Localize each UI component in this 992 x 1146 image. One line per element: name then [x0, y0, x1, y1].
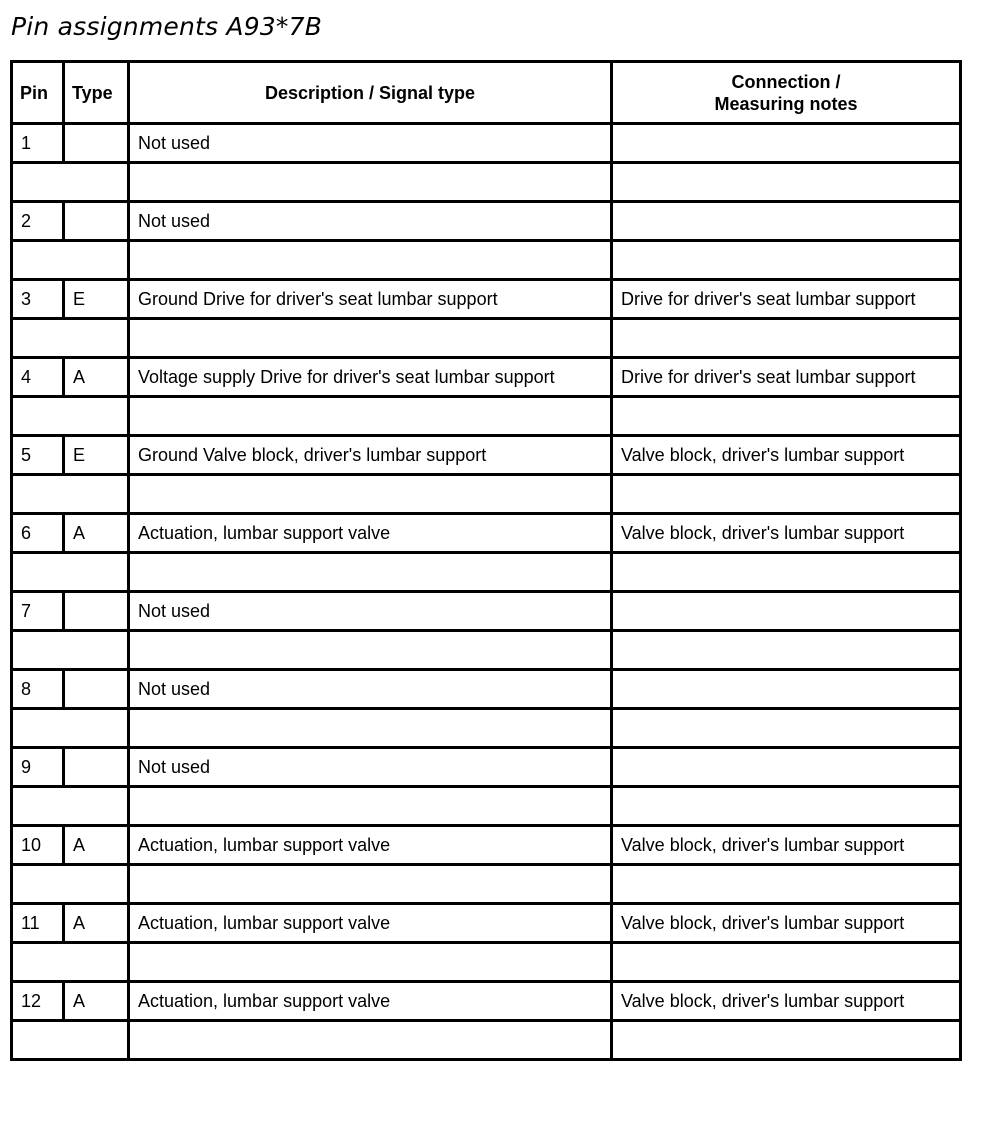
spacer-cell-pin-type	[12, 709, 129, 748]
cell-connection	[612, 748, 961, 787]
table-row	[12, 826, 961, 865]
spacer-cell-description	[129, 1021, 612, 1060]
spacer-cell-pin-type	[12, 241, 129, 280]
spacer-cell-pin-type	[12, 787, 129, 826]
cell-pin: 5	[12, 436, 64, 475]
cell-connection	[612, 202, 961, 241]
spacer-cell-connection	[612, 631, 961, 670]
cell-type	[64, 670, 129, 709]
spacer-cell-pin-type	[12, 553, 129, 592]
cell-pin: 6	[12, 514, 64, 553]
cell-type	[64, 202, 129, 241]
cell-description: Ground Valve block, driver's lumbar support	[129, 436, 612, 475]
spacer-cell-pin-type	[12, 163, 129, 202]
spacer-cell-pin-type	[12, 1021, 129, 1060]
cell-type	[64, 592, 129, 631]
cell-type	[64, 748, 129, 787]
cell-pin: 1	[12, 124, 64, 163]
cell-type: A	[64, 514, 129, 553]
cell-connection: Valve block, driver's lumbar support	[612, 982, 961, 1021]
spacer-cell-pin-type	[12, 943, 129, 982]
cell-description: Not used	[129, 124, 612, 163]
table-row	[12, 670, 961, 709]
spacer-cell-connection	[612, 553, 961, 592]
page-title: Pin assignments A93*7B	[11, 12, 323, 41]
header-pin: Pin	[12, 62, 64, 124]
spacer-row	[12, 475, 961, 514]
cell-type: A	[64, 826, 129, 865]
spacer-cell-connection	[612, 163, 961, 202]
spacer-row	[12, 865, 961, 904]
cell-pin: 3	[12, 280, 64, 319]
table-row	[12, 592, 961, 631]
spacer-cell-pin-type	[12, 319, 129, 358]
cell-type: A	[64, 358, 129, 397]
header-description: Description / Signal type	[129, 62, 612, 124]
cell-connection: Valve block, driver's lumbar support	[612, 514, 961, 553]
cell-type: A	[64, 982, 129, 1021]
table-row	[12, 982, 961, 1021]
spacer-cell-connection	[612, 709, 961, 748]
spacer-row	[12, 397, 961, 436]
spacer-row	[12, 319, 961, 358]
table-row	[12, 202, 961, 241]
cell-type: E	[64, 436, 129, 475]
table-header-row	[12, 62, 961, 124]
cell-pin: 12	[12, 982, 64, 1021]
spacer-cell-pin-type	[12, 865, 129, 904]
spacer-cell-connection	[612, 943, 961, 982]
spacer-cell-description	[129, 865, 612, 904]
cell-pin: 7	[12, 592, 64, 631]
spacer-cell-pin-type	[12, 397, 129, 436]
spacer-cell-pin-type	[12, 631, 129, 670]
spacer-row	[12, 163, 961, 202]
cell-pin: 11	[12, 904, 64, 943]
cell-pin: 4	[12, 358, 64, 397]
cell-connection: Drive for driver's seat lumbar support	[612, 280, 961, 319]
cell-connection	[612, 670, 961, 709]
spacer-cell-description	[129, 943, 612, 982]
table-row	[12, 280, 961, 319]
cell-type	[64, 124, 129, 163]
header-connection-line1: Connection /	[731, 71, 841, 92]
spacer-cell-pin-type	[12, 475, 129, 514]
spacer-cell-connection	[612, 397, 961, 436]
table-row	[12, 514, 961, 553]
cell-description: Actuation, lumbar support valve	[129, 904, 612, 943]
spacer-cell-connection	[612, 787, 961, 826]
cell-pin: 10	[12, 826, 64, 865]
cell-pin: 2	[12, 202, 64, 241]
spacer-row	[12, 241, 961, 280]
cell-type: E	[64, 280, 129, 319]
cell-connection: Valve block, driver's lumbar support	[612, 904, 961, 943]
table-body	[12, 62, 961, 1060]
cell-description: Actuation, lumbar support valve	[129, 514, 612, 553]
cell-description: Not used	[129, 202, 612, 241]
table-row	[12, 436, 961, 475]
pin-assignment-table	[10, 60, 962, 1061]
spacer-cell-connection	[612, 1021, 961, 1060]
header-connection-line2: Measuring notes	[714, 93, 858, 114]
cell-description: Actuation, lumbar support valve	[129, 826, 612, 865]
cell-connection: Valve block, driver's lumbar support	[612, 826, 961, 865]
spacer-cell-description	[129, 631, 612, 670]
header-connection	[612, 62, 961, 124]
table-row	[12, 358, 961, 397]
cell-pin: 9	[12, 748, 64, 787]
spacer-row	[12, 631, 961, 670]
cell-description: Not used	[129, 592, 612, 631]
cell-description: Not used	[129, 748, 612, 787]
cell-description: Ground Drive for driver's seat lumbar support	[129, 280, 612, 319]
cell-type: A	[64, 904, 129, 943]
spacer-cell-description	[129, 397, 612, 436]
cell-connection	[612, 592, 961, 631]
cell-description: Not used	[129, 670, 612, 709]
table-row	[12, 748, 961, 787]
spacer-row	[12, 787, 961, 826]
cell-description: Voltage supply Drive for driver's seat lumbar support	[129, 358, 612, 397]
spacer-cell-connection	[612, 865, 961, 904]
spacer-row	[12, 709, 961, 748]
header-type: Type	[64, 62, 129, 124]
spacer-cell-description	[129, 241, 612, 280]
spacer-cell-description	[129, 553, 612, 592]
spacer-cell-description	[129, 787, 612, 826]
cell-pin: 8	[12, 670, 64, 709]
spacer-row	[12, 943, 961, 982]
spacer-row	[12, 1021, 961, 1060]
spacer-cell-connection	[612, 319, 961, 358]
spacer-cell-connection	[612, 241, 961, 280]
spacer-cell-description	[129, 319, 612, 358]
spacer-cell-description	[129, 163, 612, 202]
cell-connection	[612, 124, 961, 163]
spacer-cell-connection	[612, 475, 961, 514]
spacer-cell-description	[129, 709, 612, 748]
spacer-row	[12, 553, 961, 592]
table-row	[12, 124, 961, 163]
cell-description: Actuation, lumbar support valve	[129, 982, 612, 1021]
cell-connection: Drive for driver's seat lumbar support	[612, 358, 961, 397]
cell-connection: Valve block, driver's lumbar support	[612, 436, 961, 475]
table-row	[12, 904, 961, 943]
spacer-cell-description	[129, 475, 612, 514]
